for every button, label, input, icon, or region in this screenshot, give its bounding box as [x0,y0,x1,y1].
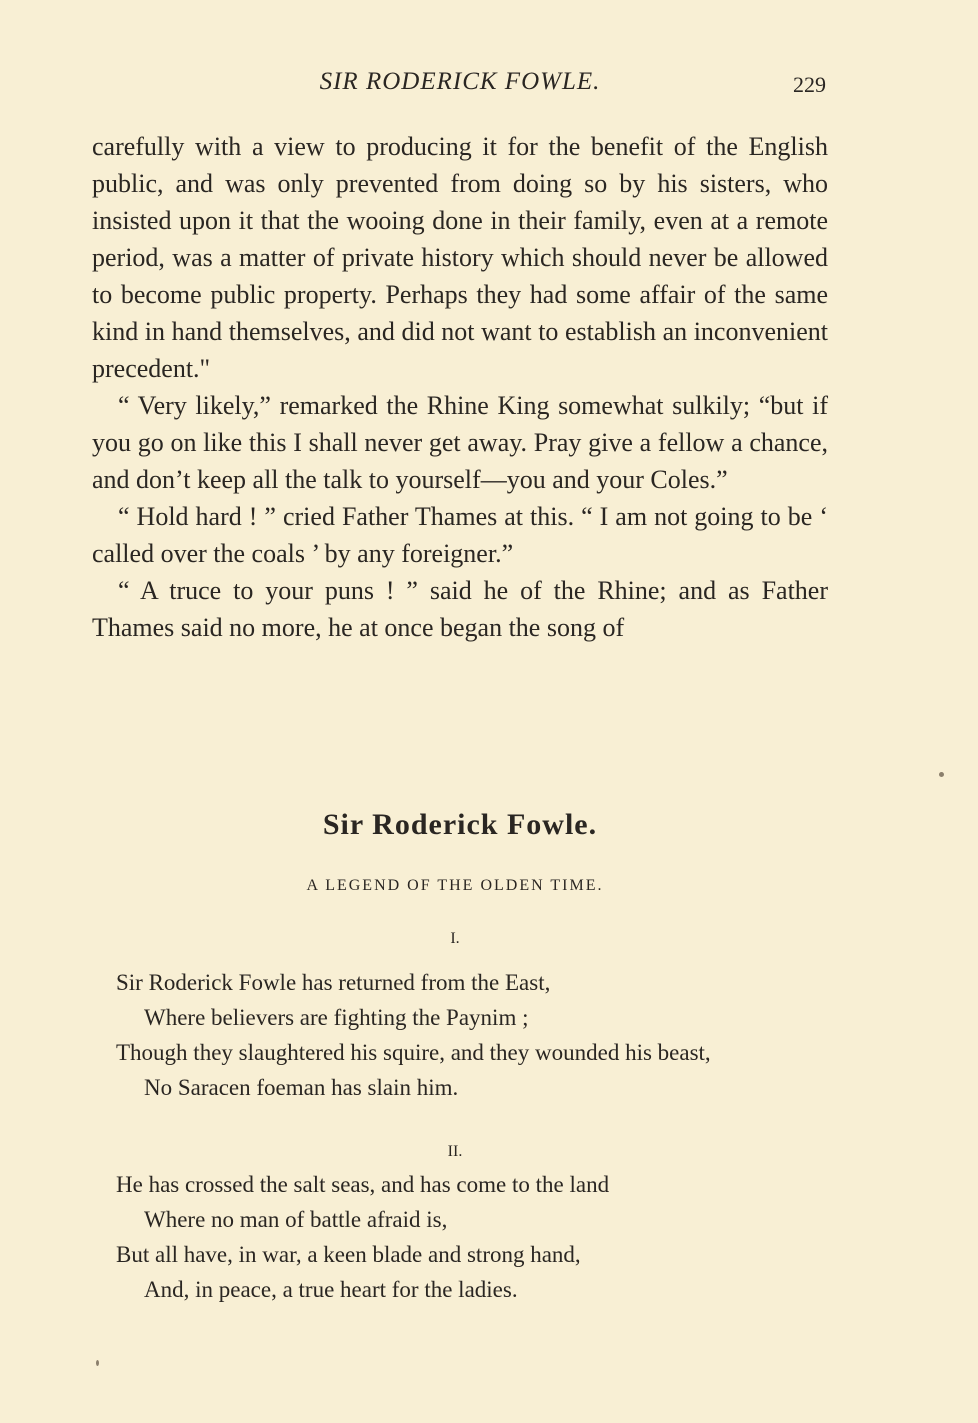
verse-line: Where no man of battle afraid is, [144,1207,448,1232]
verse-line: Though they slaughtered his squire, and they wounded his beast, [116,1040,711,1065]
verse-line: And, in peace, a true heart for the ladies. [144,1277,518,1302]
verse-line: Where believers are fighting the Paynim ; [144,1005,529,1030]
page-number: 229 [793,72,826,97]
verse-line: Sir Roderick Fowle has returned from the East, [116,970,551,995]
paragraph: “ Hold hard ! ” cried Father Thames at this. “ I am not going to be ‘ called over the coals ’ by any foreigner.” [92,502,828,568]
running-title: SIR RODERICK FOWLE. [319,68,601,95]
paragraph: carefully with a view to producing it for the benefit of the English public, and was only prevented from doing so by his sisters, who insisted upon it that the wooing done in their family, even at a remote period, was a matter of private history which should never be allowed to become public property. Perhaps they had some affair of the same kind in hand themselves, and did not want to establish an inconvenient precedent." [92,132,828,383]
poem-subtitle: A LEGEND OF THE OLDEN TIME. [306,877,604,894]
verse-line: He has crossed the salt seas, and has come to the land [116,1172,610,1197]
paragraph: “ A truce to your puns ! ” said he of the Rhine; and as Father Thames said no more, he at once began the song of [92,576,828,642]
prose-body [92,128,828,646]
paper-speck [939,772,944,777]
stanza-number: I. [450,930,460,947]
verse-line: No Saracen foeman has slain him. [144,1075,459,1100]
stanza [116,1167,836,1307]
stanza-number: II. [447,1143,463,1160]
poem-title: Sir Roderick Fowle. [322,808,598,841]
paragraph: “ Very likely,” remarked the Rhine King somewhat sulkily; “but if you go on like this I shall never get away. Pray give a fellow a chance, and don’t keep all the talk to yourself—you and your Coles.” [92,391,828,494]
running-head [92,68,828,102]
stanza [116,965,836,1105]
verse-line: But all have, in war, a keen blade and strong hand, [116,1242,581,1267]
paper-speck [96,1360,99,1366]
